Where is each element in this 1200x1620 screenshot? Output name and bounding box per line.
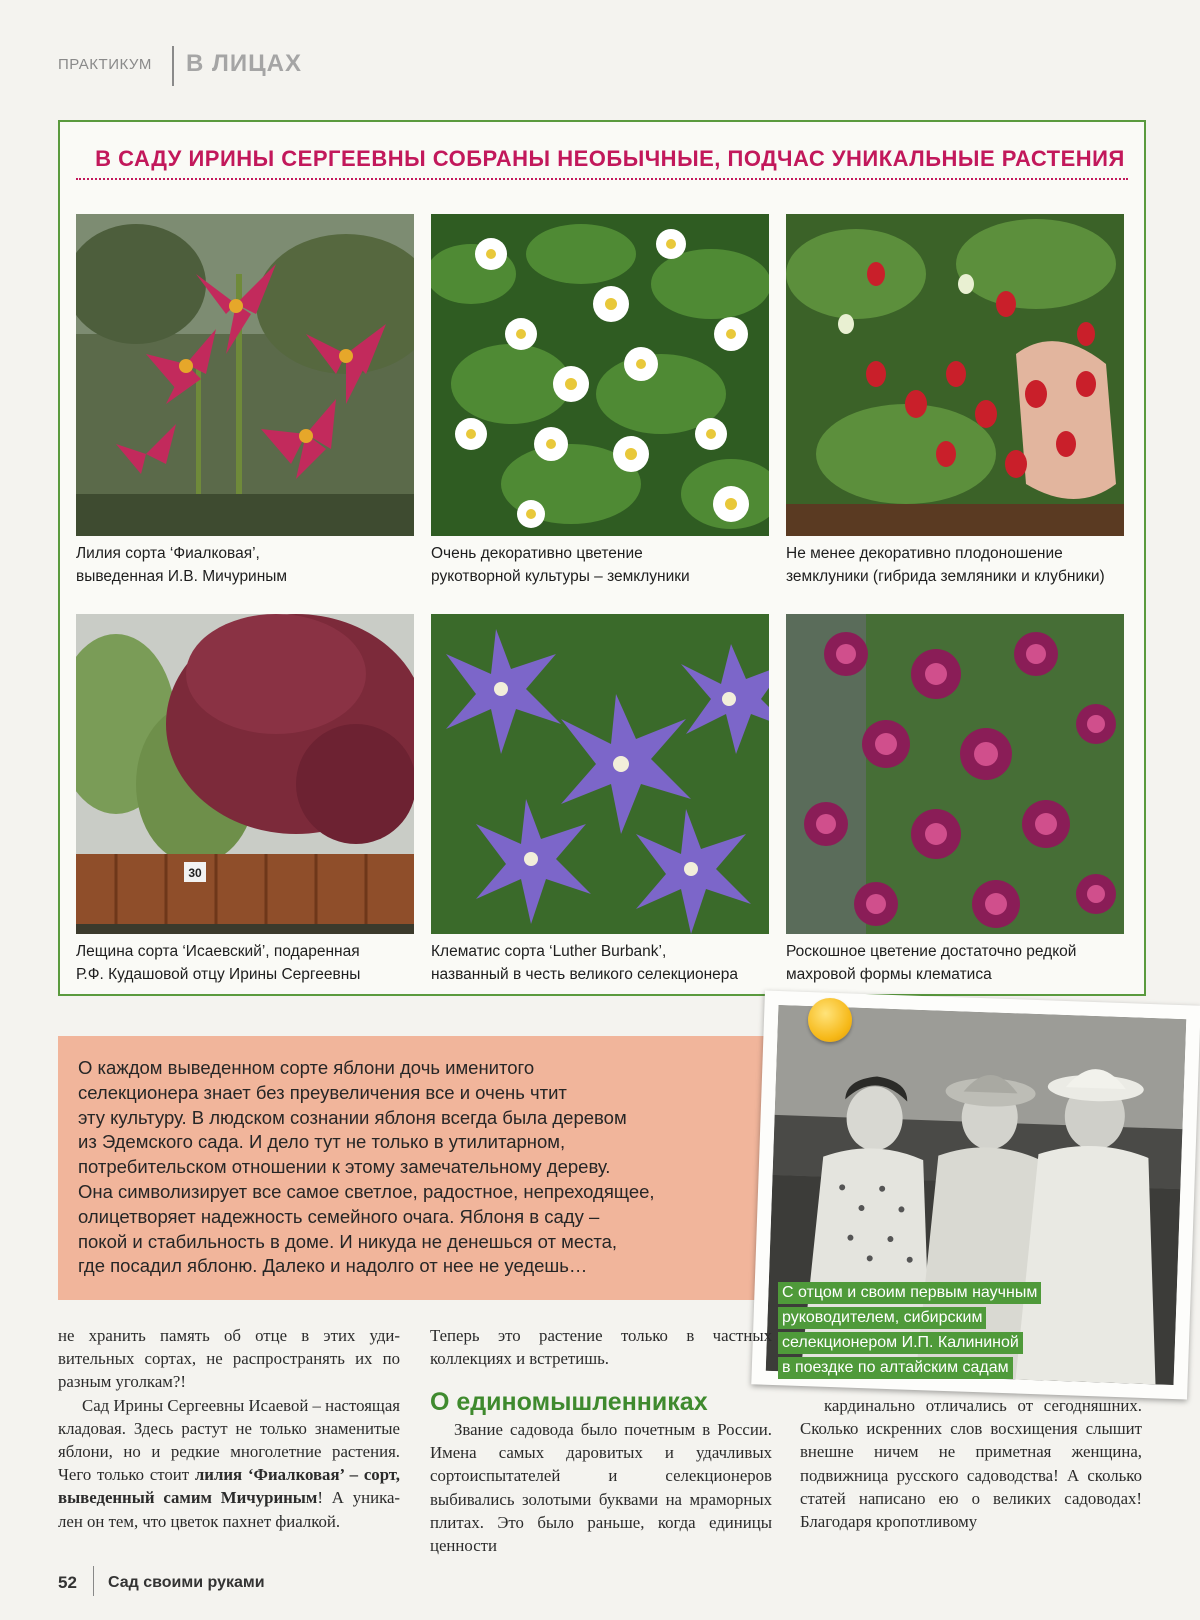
caption-line: руководителем, сибирским [778,1307,986,1329]
quote-line: потребительском отношении к этому замечательному дереву. [78,1156,611,1178]
page-number: 52 [58,1573,77,1592]
caption-line: С отцом и своим первым научным [778,1282,1041,1304]
caption-line: Клематис сорта ‘Luther Burbank’, [431,943,667,960]
magazine-name: Сад своими руками [108,1574,265,1591]
quote-line: покой и стабильность в доме. И никуда не денешься от места, [78,1230,618,1252]
section-subhead: О единомышленниках [430,1388,708,1416]
article-paragraph: Звание садовода было почетным в России. Имена самых даровитых и удачливых сортоиспытателей и селекционеров выбивались золотыми буквами на мраморных плитах. Это было раньше, когда единицы ценности [430,1420,772,1556]
caption-strawberry-fruits [786,542,1136,588]
article-column-3 [800,1394,1142,1533]
caption-line: Очень декоративно цветение [431,545,643,562]
article-column-2-continued [430,1418,772,1557]
caption-line: махровой формы клематиса [786,966,992,983]
photo-strawberry-fruits [786,214,1124,536]
house-number: 30 [188,866,202,880]
header-divider [172,46,174,86]
text-run: ! А уникален он тем, что цветок пахнет фиалкой. [58,1488,401,1531]
article-paragraph [58,1394,400,1533]
text-run: Сад Ирины Сергеевны Исаевой – настоящая кладовая. Здесь растут не только знаменитые яблони, но и редкие многолетние растения. Чего только стоит [58,1395,400,1485]
photo-clematis-double [786,614,1124,934]
photo-strawberry-flowers [431,214,769,536]
photo-hazel [76,614,414,934]
pull-quote [58,1036,770,1300]
quote-line: О каждом выведенном сорте яблони дочь именитого [78,1057,535,1078]
quote-line: Она символизирует все самое светлое, радостное, непреходящее, [78,1180,655,1202]
caption-clematis-double [786,940,1136,986]
caption-line: выведенная И.В. Мичуриным [76,568,288,585]
caption-line: Лещина сорта ‘Исаевский’, подаренная [76,943,360,960]
article-column-1 [58,1324,400,1533]
article-paragraph: не хранить память об отце в этих удивительных сортах, не распространять их по разным уголкам?! [58,1326,400,1392]
article-column-2 [430,1324,772,1370]
caption-clematis-luther-burbank [431,940,771,986]
pushpin-icon [808,998,852,1042]
caption-line: Лилия сорта ‘Фиалковая’, [76,545,260,562]
caption-line: Р.Ф. Кудашовой отцу Ирины Сергеевны [76,966,361,983]
article-paragraph: кардинально отличались от сегодняшних. Сколько искренних слов восхищения слышит внешне ничем не приметная женщина, подвижница русского садоводства! А сколько статей написано ею о великих садоводах! Благодаря кропотливому [800,1396,1142,1532]
caption-line: селекционером И.П. Калининой [778,1332,1023,1354]
caption-line: названный в честь великого селекционера [431,966,739,983]
gallery-title-rule [76,178,1128,180]
gallery-title: В САДУ ИРИНЫ СЕРГЕЕВНЫ СОБРАНЫ НЕОБЫЧНЫЕ, ПОДЧАС УНИКАЛЬНЫЕ РАСТЕНИЯ [95,146,1125,171]
caption-line: земклуники (гибрида земляники и клубники) [786,568,1105,585]
photo-lily [76,214,414,536]
quote-line: из Эдемского сада. И дело тут не только в утилитарном, [78,1131,566,1153]
caption-line: в поездке по алтайским садам [778,1357,1013,1379]
caption-line: Роскошное цветение достаточно редкой [786,943,1077,960]
quote-line: олицетворяет надежность семейного очага. Яблоня в саду – [78,1205,600,1227]
highlighted-plant-name: лилия ‘Фиалковая’ – сорт, выведенный самим Мичуриным [58,1465,400,1508]
photo-clematis-luther-burbank [431,614,769,934]
quote-line: селекционера знает без преувеличения все и очень чтит [78,1081,567,1103]
caption-line: Не менее декоративно плодоношение [786,545,1063,562]
rubric-title: В ЛИЦАХ [186,50,302,77]
section-label: ПРАКТИКУМ [58,56,152,73]
quote-line: где посадил яблоню. Далеко и надолго от нее не уедешь… [78,1255,588,1277]
vintage-photo-caption [778,1282,1078,1382]
quote-line: эту культуру. В людском сознании яблоня всегда была деревом [78,1106,627,1128]
caption-line: рукотворной культуры – земклуники [431,568,690,585]
caption-strawberry-flowers [431,542,771,588]
caption-hazel [76,940,416,986]
article-paragraph: Теперь это растение только в частных коллекциях и встретишь. [430,1326,772,1369]
footer-divider [93,1566,94,1596]
caption-lily [76,542,416,588]
